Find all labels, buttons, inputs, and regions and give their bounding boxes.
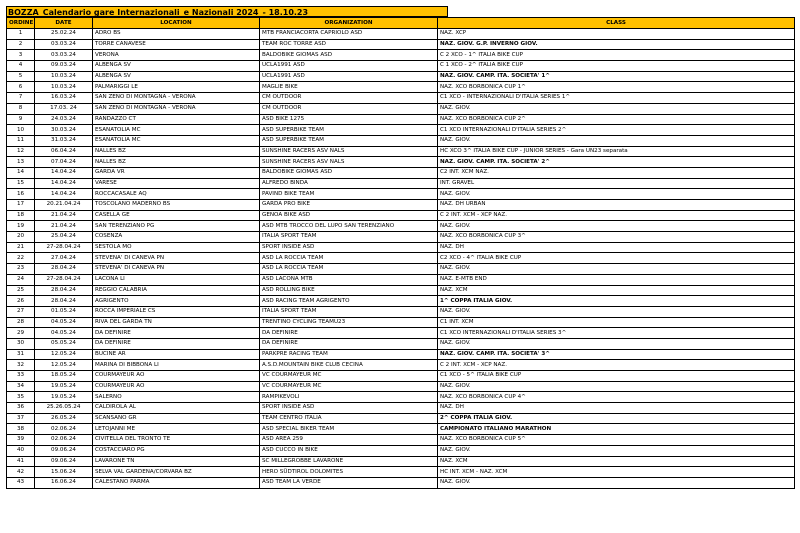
cell-location[interactable]: COURMAYEUR AO <box>93 371 260 382</box>
table-row <box>7 328 795 339</box>
cell-class[interactable]: C1 XCO - 5^ ITALIA BIKE CUP <box>438 371 795 382</box>
cell-location[interactable]: ROCCA IMPERIALE CS <box>93 306 260 317</box>
cell-date[interactable]: 25.02.24 <box>35 29 93 40</box>
cell-ordine[interactable]: 33 <box>7 371 35 382</box>
table-row <box>7 285 795 296</box>
table-row <box>7 82 795 93</box>
cell-organization[interactable]: A.S.D.MOUNTAIN BIKE CLUB CECINA <box>260 360 438 371</box>
cell-location[interactable]: RIVA DEL GARDA TN <box>93 317 260 328</box>
col-header-class[interactable]: CLASS <box>438 18 795 29</box>
cell-date[interactable]: 16.06.24 <box>35 477 93 488</box>
cell-organization[interactable]: TEAM ROC TORRE ASD <box>260 39 438 50</box>
cell-date[interactable]: 28.04.24 <box>35 264 93 275</box>
cell-class[interactable]: NAZ. GIOV. <box>438 189 795 200</box>
cell-class[interactable]: NAZ. GIOV. <box>438 103 795 114</box>
cell-date[interactable]: 09.06.24 <box>35 456 93 467</box>
cell-class[interactable]: NAZ. XCP <box>438 29 795 40</box>
cell-location[interactable]: TOSCOLANO MADERNO BS <box>93 200 260 211</box>
cell-class[interactable]: INT. GRAVEL <box>438 178 795 189</box>
cell-class[interactable]: NAZ. GIOV. <box>438 381 795 392</box>
cell-location[interactable]: COSTACCIARO PG <box>93 445 260 456</box>
spreadsheet <box>6 6 794 489</box>
cell-date[interactable]: 14.04.24 <box>35 189 93 200</box>
cell-organization[interactable]: ITALIA SPORT TEAM <box>260 232 438 243</box>
cell-organization[interactable]: BALDOBIKE GIOMAS ASD <box>260 167 438 178</box>
cell-ordine[interactable]: 38 <box>7 424 35 435</box>
cell-class[interactable]: NAZ. GIOV. <box>438 477 795 488</box>
cell-ordine[interactable]: 32 <box>7 360 35 371</box>
cell-ordine[interactable]: 8 <box>7 103 35 114</box>
cell-date[interactable]: 07.04.24 <box>35 157 93 168</box>
cell-ordine[interactable]: 25 <box>7 285 35 296</box>
header-row <box>7 18 795 29</box>
table-row <box>7 317 795 328</box>
cell-location[interactable]: LACONA LI <box>93 274 260 285</box>
cell-location[interactable]: ESANATOLIA MC <box>93 135 260 146</box>
cell-organization[interactable]: BALDOBIKE GIOMAS ASD <box>260 50 438 61</box>
cell-organization[interactable]: SPORT INSIDE ASD <box>260 403 438 414</box>
table-row <box>7 360 795 371</box>
cell-ordine[interactable]: 41 <box>7 456 35 467</box>
cell-ordine[interactable]: 17 <box>7 200 35 211</box>
cell-location[interactable]: BUCINE AR <box>93 349 260 360</box>
cell-class[interactable]: NAZ. GIOV. <box>438 338 795 349</box>
cell-class[interactable]: NAZ. GIOV. CAMP. ITA. SOCIETA' 3^ <box>438 349 795 360</box>
cell-organization[interactable]: SUNSHINE RACERS ASV NALS <box>260 146 438 157</box>
cell-date[interactable]: 04.05.24 <box>35 328 93 339</box>
table-row <box>7 50 795 61</box>
cell-location[interactable]: ALBENGA SV <box>93 61 260 72</box>
table-row <box>7 157 795 168</box>
cell-ordine[interactable]: 5 <box>7 71 35 82</box>
cell-ordine[interactable]: 35 <box>7 392 35 403</box>
cell-date[interactable]: 10.03.24 <box>35 82 93 93</box>
cell-ordine[interactable]: 12 <box>7 146 35 157</box>
table-row <box>7 349 795 360</box>
cell-organization[interactable]: TRENTINO CYCLING TEAMU23 <box>260 317 438 328</box>
cell-class[interactable]: NAZ. GIOV. CAMP. ITA. SOCIETA' 1^ <box>438 71 795 82</box>
cell-class[interactable]: NAZ. XCO BORBONICA CUP 3^ <box>438 232 795 243</box>
table-row <box>7 93 795 104</box>
table-row <box>7 39 795 50</box>
table-row <box>7 210 795 221</box>
table-row <box>7 146 795 157</box>
cell-ordine[interactable]: 10 <box>7 125 35 136</box>
cell-class[interactable]: C1 INT. XCM <box>438 317 795 328</box>
cell-class[interactable]: NAZ. XCO BORBONICA CUP 4^ <box>438 392 795 403</box>
cell-date[interactable]: 02.06.24 <box>35 435 93 446</box>
table-row <box>7 264 795 275</box>
cell-ordine[interactable]: 3 <box>7 50 35 61</box>
cell-organization[interactable]: ASD SPECIAL BIKER TEAM <box>260 424 438 435</box>
cell-ordine[interactable]: 16 <box>7 189 35 200</box>
cell-class[interactable]: C 2 INT. XCM - XCP NAZ. <box>438 210 795 221</box>
cell-ordine[interactable]: 2 <box>7 39 35 50</box>
cell-organization[interactable]: HERO SÜDTIROL DOLOMITES <box>260 467 438 478</box>
cell-location[interactable]: ROCCACASALE AQ <box>93 189 260 200</box>
cell-location[interactable]: TORRE CANAVESE <box>93 39 260 50</box>
table-row <box>7 253 795 264</box>
cell-class[interactable]: NAZ. DH <box>438 242 795 253</box>
cell-ordine[interactable]: 34 <box>7 381 35 392</box>
cell-organization[interactable]: ITALIA SPORT TEAM <box>260 306 438 317</box>
cell-date[interactable]: 31.03.24 <box>35 135 93 146</box>
cell-class[interactable]: NAZ. DH URBAN <box>438 200 795 211</box>
cell-organization[interactable]: ASD SUPERBIKE TEAM <box>260 135 438 146</box>
table-row <box>7 242 795 253</box>
cell-ordine[interactable]: 19 <box>7 221 35 232</box>
cell-ordine[interactable]: 11 <box>7 135 35 146</box>
cell-class[interactable]: NAZ. GIOV. G.P. INVERNO GIOV. <box>438 39 795 50</box>
cell-organization[interactable]: UCLA1991 ASD <box>260 71 438 82</box>
cell-organization[interactable]: CM OUTDOOR <box>260 103 438 114</box>
table-row <box>7 125 795 136</box>
cell-location[interactable]: COURMAYEUR AO <box>93 381 260 392</box>
table-row <box>7 200 795 211</box>
cell-location[interactable]: LETOJANNI ME <box>93 424 260 435</box>
cell-organization[interactable]: RAMPIKEVOLI <box>260 392 438 403</box>
cell-organization[interactable]: ASD SUPERBIKE TEAM <box>260 125 438 136</box>
cell-ordine[interactable]: 28 <box>7 317 35 328</box>
cell-date[interactable]: 24.03.24 <box>35 114 93 125</box>
cell-location[interactable]: ADRO BS <box>93 29 260 40</box>
title-main: Calendario gare Internazionali <box>42 8 180 17</box>
cell-location[interactable]: CASELLA GE <box>93 210 260 221</box>
table-row <box>7 477 795 488</box>
cell-date[interactable]: 20.21.04.24 <box>35 200 93 211</box>
cell-class[interactable]: C1 XCO - INTERNAZIONALI D'ITALIA SERIES 1^ <box>438 93 795 104</box>
cell-class[interactable]: NAZ. DH <box>438 403 795 414</box>
cell-ordine[interactable]: 7 <box>7 93 35 104</box>
cell-date[interactable]: 19.05.24 <box>35 381 93 392</box>
cell-date[interactable]: 27-28.04.24 <box>35 242 93 253</box>
cell-location[interactable]: SAN TERENZIANO PG <box>93 221 260 232</box>
table-row <box>7 392 795 403</box>
cell-class[interactable]: NAZ. XCM <box>438 456 795 467</box>
cell-location[interactable]: VARESE <box>93 178 260 189</box>
table-row <box>7 274 795 285</box>
cell-class[interactable]: NAZ. XCO BORBONICA CUP 1^ <box>438 82 795 93</box>
cell-date[interactable]: 01.05.24 <box>35 306 93 317</box>
cell-organization[interactable]: VC COURMAYEUR MC <box>260 381 438 392</box>
cell-date[interactable]: 05.05.24 <box>35 338 93 349</box>
cell-date[interactable]: 12.05.24 <box>35 349 93 360</box>
cell-organization[interactable]: MTB FRANCIACORTA CAPRIOLO ASD <box>260 29 438 40</box>
cell-ordine[interactable]: 22 <box>7 253 35 264</box>
table-row <box>7 381 795 392</box>
cell-ordine[interactable]: 23 <box>7 264 35 275</box>
cell-organization[interactable]: PAVIND BIKE TEAM <box>260 189 438 200</box>
table-row <box>7 435 795 446</box>
cell-date[interactable]: 19.05.24 <box>35 392 93 403</box>
cell-organization[interactable]: ASD LA ROCCIA TEAM <box>260 253 438 264</box>
cell-date[interactable]: 18.05.24 <box>35 371 93 382</box>
table-row <box>7 71 795 82</box>
cell-ordine[interactable]: 31 <box>7 349 35 360</box>
table-row <box>7 371 795 382</box>
cell-location[interactable]: DA DEFINIRE <box>93 328 260 339</box>
cell-date[interactable]: 21.04.24 <box>35 221 93 232</box>
cell-location[interactable]: ESANATOLIA MC <box>93 125 260 136</box>
table-row <box>7 413 795 424</box>
cell-date[interactable]: 27.04.24 <box>35 253 93 264</box>
cell-organization[interactable]: CM OUTDOOR <box>260 93 438 104</box>
cell-ordine[interactable]: 29 <box>7 328 35 339</box>
cell-ordine[interactable]: 20 <box>7 232 35 243</box>
cell-organization[interactable]: DA DEFINIRE <box>260 328 438 339</box>
cell-ordine[interactable]: 26 <box>7 296 35 307</box>
cell-location[interactable]: CIVITELLA DEL TRONTO TE <box>93 435 260 446</box>
cell-organization[interactable]: ASD RACING TEAM AGRIGENTO <box>260 296 438 307</box>
cell-class[interactable]: C 2 INT. XCM - XCP NAZ. <box>438 360 795 371</box>
cell-location[interactable]: SAN ZENO DI MONTAGNA - VERONA <box>93 103 260 114</box>
cell-class[interactable]: CAMPIONATO ITALIANO MARATHON <box>438 424 795 435</box>
cell-ordine[interactable]: 6 <box>7 82 35 93</box>
cell-ordine[interactable]: 18 <box>7 210 35 221</box>
cell-date[interactable]: 15.06.24 <box>35 467 93 478</box>
cell-organization[interactable]: GENOA BIKE ASD <box>260 210 438 221</box>
table-row <box>7 232 795 243</box>
cell-class[interactable]: NAZ. GIOV. <box>438 221 795 232</box>
cell-organization[interactable]: ASD ROLLING BIKE <box>260 285 438 296</box>
cell-class[interactable]: NAZ. XCO BORBONICA CUP 2^ <box>438 114 795 125</box>
cell-location[interactable]: SAN ZENO DI MONTAGNA - VERONA <box>93 93 260 104</box>
cell-date[interactable]: 09.06.24 <box>35 445 93 456</box>
table-row <box>7 403 795 414</box>
cell-organization[interactable]: ALFREDO BINDA <box>260 178 438 189</box>
cell-class[interactable]: C 2 XCO - 1^ ITALIA BIKE CUP <box>438 50 795 61</box>
cell-location[interactable]: NALLES BZ <box>93 146 260 157</box>
cell-organization[interactable]: ASD AREA 259 <box>260 435 438 446</box>
cell-location[interactable]: ALBENGA SV <box>93 71 260 82</box>
cell-ordine[interactable]: 1 <box>7 29 35 40</box>
sheet-title <box>6 6 448 17</box>
cell-organization[interactable]: SUNSHINE RACERS ASV NALS <box>260 157 438 168</box>
cell-ordine[interactable]: 42 <box>7 467 35 478</box>
cell-ordine[interactable]: 36 <box>7 403 35 414</box>
cell-date[interactable]: 06.04.24 <box>35 146 93 157</box>
title-sub: e Nazionali 2024 <box>183 8 259 17</box>
col-header-date[interactable]: DATE <box>35 18 93 29</box>
cell-date[interactable]: 03.03.24 <box>35 39 93 50</box>
table-row <box>7 296 795 307</box>
cell-location[interactable]: AGRIGENTO <box>93 296 260 307</box>
cell-date[interactable]: 02.06.24 <box>35 424 93 435</box>
cell-ordine[interactable]: 13 <box>7 157 35 168</box>
cell-ordine[interactable]: 37 <box>7 413 35 424</box>
table-row <box>7 135 795 146</box>
col-header-ordine[interactable]: ORDINE <box>7 18 35 29</box>
cell-class[interactable]: NAZ. XCO BORBONICA CUP 5^ <box>438 435 795 446</box>
cell-date[interactable]: 14.04.24 <box>35 178 93 189</box>
table-row <box>7 445 795 456</box>
cell-ordine[interactable]: 40 <box>7 445 35 456</box>
cell-class[interactable]: 1^ COPPA ITALIA GIOV. <box>438 296 795 307</box>
cell-class[interactable]: C2 INT. XCM NAZ. <box>438 167 795 178</box>
cell-ordine[interactable]: 30 <box>7 338 35 349</box>
cell-organization[interactable]: ASD MTB TROCCO DEL LUPO SAN TERENZIANO <box>260 221 438 232</box>
cell-location[interactable]: LAVARONE TN <box>93 456 260 467</box>
table-row <box>7 467 795 478</box>
cell-ordine[interactable]: 27 <box>7 306 35 317</box>
cell-ordine[interactable]: 15 <box>7 178 35 189</box>
cell-organization[interactable]: ASD LA ROCCIA TEAM <box>260 264 438 275</box>
cell-location[interactable]: CALDIROLA AL <box>93 403 260 414</box>
cell-date[interactable]: 12.05.24 <box>35 360 93 371</box>
cell-class[interactable]: NAZ. GIOV. <box>438 306 795 317</box>
table-row <box>7 221 795 232</box>
cell-organization[interactable]: SC MILLEGROBBE LAVARONE <box>260 456 438 467</box>
cell-location[interactable]: VERONA <box>93 50 260 61</box>
cell-location[interactable]: SELVA VAL GARDENA/CORVARA BZ <box>93 467 260 478</box>
table-row <box>7 167 795 178</box>
table-row <box>7 178 795 189</box>
cell-location[interactable]: SALERNO <box>93 392 260 403</box>
cell-date[interactable]: 04.05.24 <box>35 317 93 328</box>
table-row <box>7 29 795 40</box>
cell-date[interactable]: 28.04.24 <box>35 296 93 307</box>
col-header-location[interactable]: LOCATION <box>93 18 260 29</box>
cell-class[interactable]: HC XCO 3^ ITALIA BIKE CUP - JUNIOR SERIES - Gara UN23 separata <box>438 146 795 157</box>
cell-date[interactable]: 17.03. 24 <box>35 103 93 114</box>
cell-organization[interactable]: SPORT INSIDE ASD <box>260 242 438 253</box>
cell-location[interactable]: RANDAZZO CT <box>93 114 260 125</box>
cell-date[interactable]: 30.03.24 <box>35 125 93 136</box>
cell-location[interactable]: NALLES BZ <box>93 157 260 168</box>
cell-date[interactable]: 10.03.24 <box>35 71 93 82</box>
cell-class[interactable]: C1 XCO INTERNAZIONALI D'ITALIA SERIES 2^ <box>438 125 795 136</box>
cell-class[interactable]: HC INT. XCM - NAZ. XCM <box>438 467 795 478</box>
title-date: - 18.10.23 <box>262 8 309 17</box>
cell-organization[interactable]: VC COURMAYEUR MC <box>260 371 438 382</box>
cell-ordine[interactable]: 9 <box>7 114 35 125</box>
cell-location[interactable]: SCANSANO GR <box>93 413 260 424</box>
cell-class[interactable]: C1 XCO INTERNAZIONALI D'ITALIA SERIES 3^ <box>438 328 795 339</box>
cell-class[interactable]: 2^ COPPA ITALIA GIOV. <box>438 413 795 424</box>
cell-location[interactable]: COSENZA <box>93 232 260 243</box>
cell-date[interactable]: 25.04.24 <box>35 232 93 243</box>
cell-location[interactable]: DA DEFINIRE <box>93 338 260 349</box>
cell-class[interactable]: NAZ. E-MTB END <box>438 274 795 285</box>
cell-date[interactable]: 28.04.24 <box>35 285 93 296</box>
cell-organization[interactable]: ASD CUCCO IN BIKE <box>260 445 438 456</box>
table-row <box>7 456 795 467</box>
cell-organization[interactable]: TEAM CENTRO ITALIA <box>260 413 438 424</box>
cell-location[interactable]: REGGIO CALABRIA <box>93 285 260 296</box>
cell-date[interactable]: 09.03.24 <box>35 61 93 72</box>
col-header-organization[interactable]: ORGANIZATION <box>260 18 438 29</box>
cell-date[interactable]: 03.03.24 <box>35 50 93 61</box>
cell-class[interactable]: NAZ. GIOV. <box>438 445 795 456</box>
cell-class[interactable]: NAZ. GIOV. <box>438 264 795 275</box>
cell-location[interactable]: CALESTANO PARMA <box>93 477 260 488</box>
cell-organization[interactable]: MAGLIE BIKE <box>260 82 438 93</box>
cell-ordine[interactable]: 43 <box>7 477 35 488</box>
cell-organization[interactable]: ASD BIKE 1275 <box>260 114 438 125</box>
table-row <box>7 61 795 72</box>
table-row <box>7 189 795 200</box>
cell-organization[interactable]: GARDA PRO BIKE <box>260 200 438 211</box>
cell-ordine[interactable]: 4 <box>7 61 35 72</box>
cell-organization[interactable]: PARKPRE RACING TEAM <box>260 349 438 360</box>
cell-location[interactable]: SESTOLA MO <box>93 242 260 253</box>
cell-date[interactable]: 16.03.24 <box>35 93 93 104</box>
cell-class[interactable]: C2 XCO - 4^ ITALIA BIKE CUP <box>438 253 795 264</box>
cell-date[interactable]: 26.05.24 <box>35 413 93 424</box>
cell-location[interactable]: PALMARIGGI LE <box>93 82 260 93</box>
cell-ordine[interactable]: 39 <box>7 435 35 446</box>
cell-date[interactable]: 21.04.24 <box>35 210 93 221</box>
table-row <box>7 103 795 114</box>
cell-class[interactable]: NAZ. GIOV. CAMP. ITA. SOCIETA' 2^ <box>438 157 795 168</box>
cell-ordine[interactable]: 14 <box>7 167 35 178</box>
cell-class[interactable]: C 1 XCO - 2^ ITALIA BIKE CUP <box>438 61 795 72</box>
cell-organization[interactable]: DA DEFINIRE <box>260 338 438 349</box>
cell-class[interactable]: NAZ. GIOV. <box>438 135 795 146</box>
cell-ordine[interactable]: 21 <box>7 242 35 253</box>
cell-date[interactable]: 27-28.04.24 <box>35 274 93 285</box>
cell-location[interactable]: GARDA VR <box>93 167 260 178</box>
cell-date[interactable]: 25.26.05.24 <box>35 403 93 414</box>
cell-location[interactable]: STEVENA' DI CANEVA PN <box>93 264 260 275</box>
table-row <box>7 338 795 349</box>
cell-organization[interactable]: ASD TEAM LA VERDE <box>260 477 438 488</box>
table-row <box>7 306 795 317</box>
table-row <box>7 114 795 125</box>
table-body <box>7 29 795 489</box>
cell-ordine[interactable]: 24 <box>7 274 35 285</box>
cell-location[interactable]: STEVENA' DI CANEVA PN <box>93 253 260 264</box>
cell-organization[interactable]: UCLA1991 ASD <box>260 61 438 72</box>
table-row <box>7 424 795 435</box>
cell-class[interactable]: NAZ. XCM <box>438 285 795 296</box>
cell-date[interactable]: 14.04.24 <box>35 167 93 178</box>
race-calendar-table <box>6 17 795 489</box>
cell-organization[interactable]: ASD LACONA MTB <box>260 274 438 285</box>
cell-location[interactable]: MARINA DI BIBBONA LI <box>93 360 260 371</box>
title-draft: BOZZA <box>8 8 39 17</box>
